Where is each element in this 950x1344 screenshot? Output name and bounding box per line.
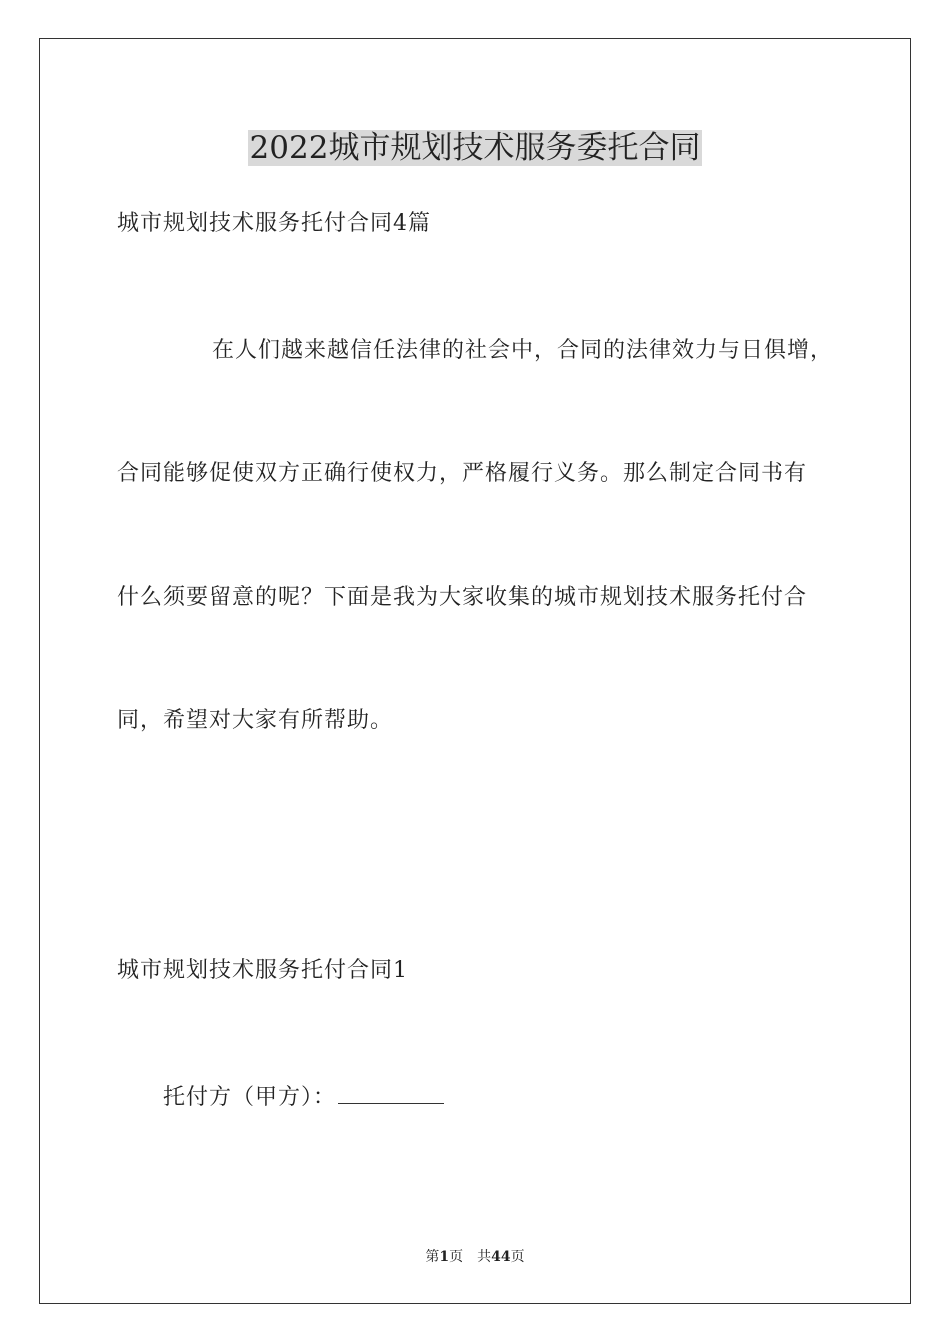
- section-heading: 城市规划技术服务托付合同1: [117, 958, 408, 983]
- footer-total-prefix: 共: [477, 1249, 492, 1265]
- party-a-blank-field[interactable]: [338, 1081, 444, 1104]
- footer-total-pages: 44: [491, 1249, 511, 1265]
- document-subtitle: 城市规划技术服务托付合同4篇: [117, 211, 431, 236]
- footer-page-prefix: 第: [425, 1249, 440, 1265]
- party-a-line: [163, 1081, 444, 1113]
- intro-line-2: 合同能够促使双方正确行使权力，严格履行义务。那么制定合同书有: [117, 461, 808, 486]
- document-title-text: 2022城市规划技术服务委托合同: [249, 130, 701, 166]
- footer-page-number: 1: [439, 1249, 450, 1265]
- party-a-label: 托付方（甲方）：: [163, 1085, 337, 1110]
- intro-line-1: 在人们越来越信任法律的社会中，合同的法律效力与日俱增，: [212, 338, 834, 363]
- intro-line-3: 什么须要留意的呢？下面是我为大家收集的城市规划技术服务托付合: [117, 585, 808, 610]
- footer-page-suffix: 页: [449, 1249, 464, 1265]
- page-footer: [0, 1247, 950, 1267]
- intro-line-4: 同，希望对大家有所帮助。: [117, 708, 394, 733]
- footer-total-suffix: 页: [510, 1249, 525, 1265]
- document-title: [0, 126, 950, 170]
